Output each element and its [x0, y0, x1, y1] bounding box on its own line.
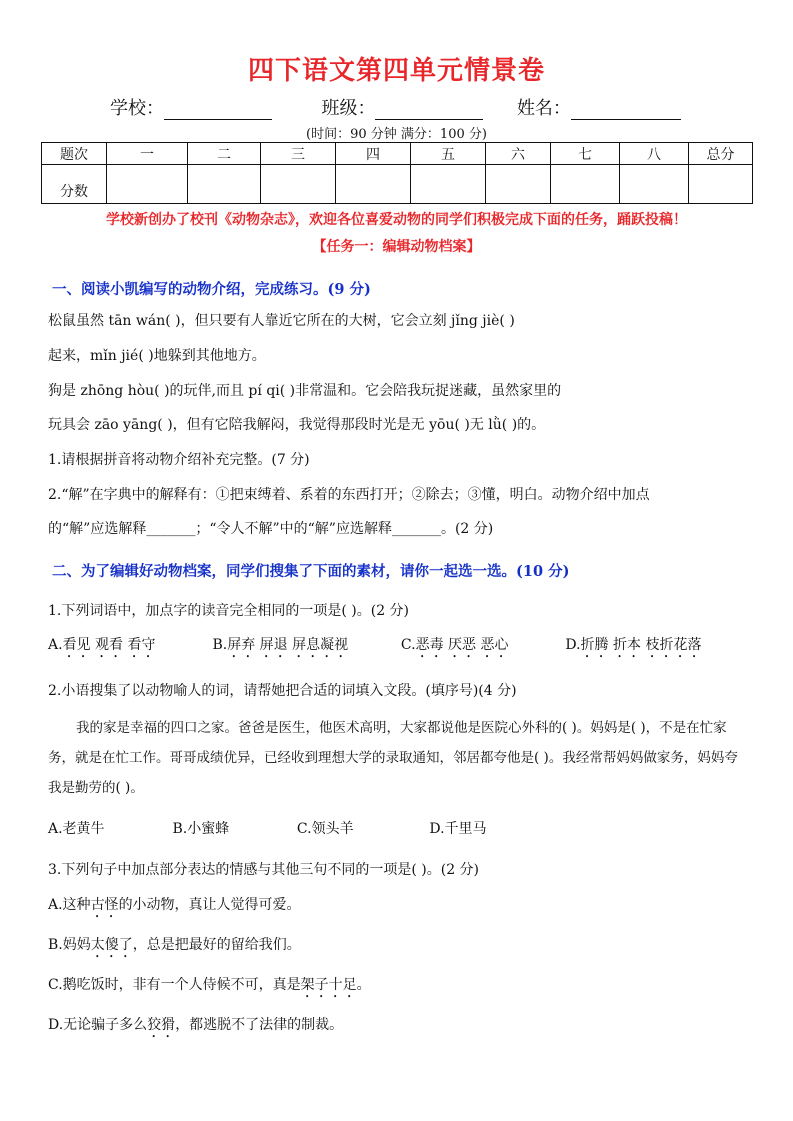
score-cell[interactable]	[486, 165, 551, 204]
section1-question: 1.请根据拼音将动物介绍补充完整。(7 分)	[48, 452, 310, 468]
q2-options	[48, 818, 748, 838]
q3-option-b[interactable]: B.妈妈太傻了，总是把最好的留给我们。	[48, 937, 301, 953]
q2-option-a[interactable]: A.老黄牛	[48, 821, 105, 837]
q3-option-a[interactable]: A.这种古怪的小动物，真让人觉得可爱。	[48, 897, 301, 913]
score-cell[interactable]	[107, 165, 188, 204]
q3-option-c[interactable]: C.鹅吃饭时，非有一个人侍候不可，真是架子十足。	[48, 977, 371, 993]
score-cell[interactable]	[336, 165, 411, 204]
score-cell[interactable]	[411, 165, 486, 204]
score-header-cell: 总分	[689, 143, 753, 165]
score-cell[interactable]	[689, 165, 753, 204]
section1-line: 松鼠虽然 tān wán( )，但只要有人靠近它所在的大树，它会立刻 jǐng jiè( )	[48, 313, 515, 329]
q1-option-c[interactable]: C.恶毒 厌恶 恶心	[400, 637, 509, 653]
q2-option-c[interactable]: C.领头羊	[296, 821, 354, 837]
intro-text: 学校新创办了校刊《动物杂志》，欢迎各位喜爱动物的同学们积极完成下面的任务，踊跃投稿！	[106, 212, 687, 228]
score-cell[interactable]	[261, 165, 336, 204]
section2-heading: 二、为了编辑好动物档案，同学们搜集了下面的素材，请你一起选一选。(10 分)	[52, 563, 570, 580]
score-header-cell: 五	[411, 143, 486, 165]
section1-line: 起来，mǐn jié( )地躲到其他地方。	[48, 348, 266, 364]
student-info	[110, 94, 710, 120]
q1-stem: 1.下列词语中，加点字的读音完全相同的一项是( )。(2 分)	[48, 603, 410, 619]
q3-option-d[interactable]: D.无论骗子多么狡猾，都逃脱不了法律的制裁。	[48, 1017, 344, 1033]
school-label: 学校：	[110, 98, 164, 119]
q2-stem: 2.小语搜集了以动物喻人的词，请帮她把合适的词填入文段。(填序号)(4 分)	[48, 683, 517, 699]
score-header-cell: 一	[107, 143, 188, 165]
exam-title: 四下语文第四单元情景卷	[247, 56, 545, 86]
score-header-cell: 六	[486, 143, 551, 165]
name-blank[interactable]	[571, 99, 681, 120]
class-blank[interactable]	[375, 99, 483, 120]
q1-options	[48, 634, 748, 661]
section1-heading: 一、阅读小凯编写的动物介绍，完成练习。(9 分)	[52, 281, 371, 298]
score-header-cell: 四	[336, 143, 411, 165]
score-header-cell: 二	[188, 143, 261, 165]
score-table	[41, 142, 753, 204]
q1-option-d[interactable]: D.折腾 折本 枝折花落	[565, 637, 702, 653]
section1-question: 2.“解”在字典中的解释有：①把束缚着、系着的东西打开；②除去；③懂，明白。动物介绍中加点	[48, 487, 650, 503]
score-cell[interactable]	[620, 165, 689, 204]
score-header-cell: 题次	[42, 143, 107, 165]
q1-option-b[interactable]: B.屏弃 屏退 屏息凝视	[212, 637, 349, 653]
q3-stem: 3.下列句子中加点部分表达的情感与其他三句不同的一项是( )。(2 分)	[48, 862, 480, 878]
class-label: 班级：	[321, 98, 376, 119]
school-blank[interactable]	[164, 99, 272, 120]
q2-option-b[interactable]: B.小蜜蜂	[172, 821, 230, 837]
q2-passage: 我的家是幸福的四口之家。爸爸是医生，他医术高明，大家都说他是医院心外科的( )。妈妈是( )，不是在忙家务，就是在忙工作。哥哥成绩优异，已经收到理想大学的录取通知，邻居都夸他是( )。我经常帮妈妈做家务，妈妈夸我是勤劳的( )。	[48, 720, 738, 796]
q2-option-d[interactable]: D.千里马	[429, 821, 487, 837]
section1-question: 的“解”应选解释_______；“令人不解”中的“解”应选解释_______。(2 分)	[48, 521, 494, 537]
score-cell[interactable]	[551, 165, 620, 204]
q1-option-a[interactable]: A.看见 观看 看守	[48, 637, 156, 653]
name-label: 姓名：	[516, 98, 571, 119]
score-header-cell: 三	[261, 143, 336, 165]
score-header-cell: 八	[620, 143, 689, 165]
section1-line: 狗是 zhōng hòu( )的玩伴,而且 pí qi( )非常温和。它会陪我玩捉迷藏，虽然家里的	[48, 383, 562, 399]
score-header-cell: 七	[551, 143, 620, 165]
exam-meta: (时间：90 分钟 满分：100 分)	[306, 127, 487, 142]
score-row-label: 分数	[42, 165, 107, 204]
task-heading: 【任务一：编辑动物档案】	[312, 239, 481, 255]
score-cell[interactable]	[188, 165, 261, 204]
section1-line: 玩具会 zāo yāng( )，但有它陪我解闷，我觉得那段时光是无 yōu( )无 lǜ( )的。	[48, 417, 546, 433]
